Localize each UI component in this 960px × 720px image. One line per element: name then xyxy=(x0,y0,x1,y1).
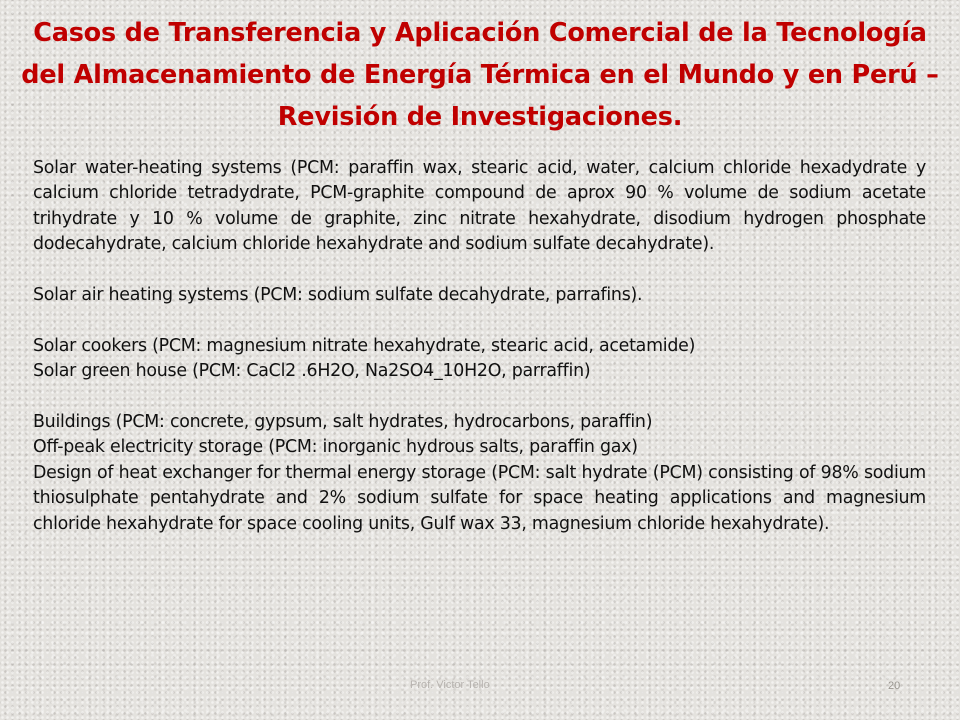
paragraph-solar-air-heating: Solar air heating systems (PCM: sodium sulfate decahydrate, parrafins). xyxy=(33,285,643,306)
footer-text: Prof. Victor Tello xyxy=(410,679,490,691)
slide-title: Casos de Transferencia y Aplicación Comercial de la Tecnología del Almacenamiento de Energía Térmica en el Mundo y en Perú – Revisión de Investigaciones. xyxy=(21,18,939,132)
paragraph-solar-green-house: Solar green house (PCM: CaCl2 .6H2O, Na2SO4_10H2O, parraffin) xyxy=(33,361,591,382)
page-number: 20 xyxy=(888,680,901,692)
paragraph-off-peak-storage: Off-peak electricity storage (PCM: inorganic hydrous salts, paraffin gax) xyxy=(33,437,638,458)
paragraph-spacer xyxy=(33,308,926,333)
slide-body xyxy=(33,156,926,537)
paragraph-solar-cookers: Solar cookers (PCM: magnesium nitrate hexahydrate, stearic acid, acetamide) xyxy=(33,335,696,356)
paragraph-heat-exchanger-design: Design of heat exchanger for thermal energy storage (PCM: salt hydrate (PCM) consisting of 98% sodium thiosulphate pentahydrate and 2% sodium sulfate for space heating applications and magnesium chloride hexahydrate for space cooling units, Gulf wax 33, magnesium chloride hexahydrate). xyxy=(33,462,926,534)
paragraph-spacer xyxy=(33,258,926,283)
paragraph-spacer xyxy=(33,385,926,410)
paragraph-solar-water-heating: Solar water-heating systems (PCM: paraffin wax, stearic acid, water, calcium chloride hexadydrate y calcium chloride tetradydrate, PCM-graphite compound de aprox 90 % volume de sodium acetate trihydrate y 10 % volume de graphite, zinc nitrate hexahydrate, disodium hydrogen phosphate dodecahydrate, calcium chloride hexahydrate and sodium sulfate decahydrate). xyxy=(33,158,926,255)
paragraph-buildings: Buildings (PCM: concrete, gypsum, salt hydrates, hydrocarbons, paraffin) xyxy=(33,412,653,433)
